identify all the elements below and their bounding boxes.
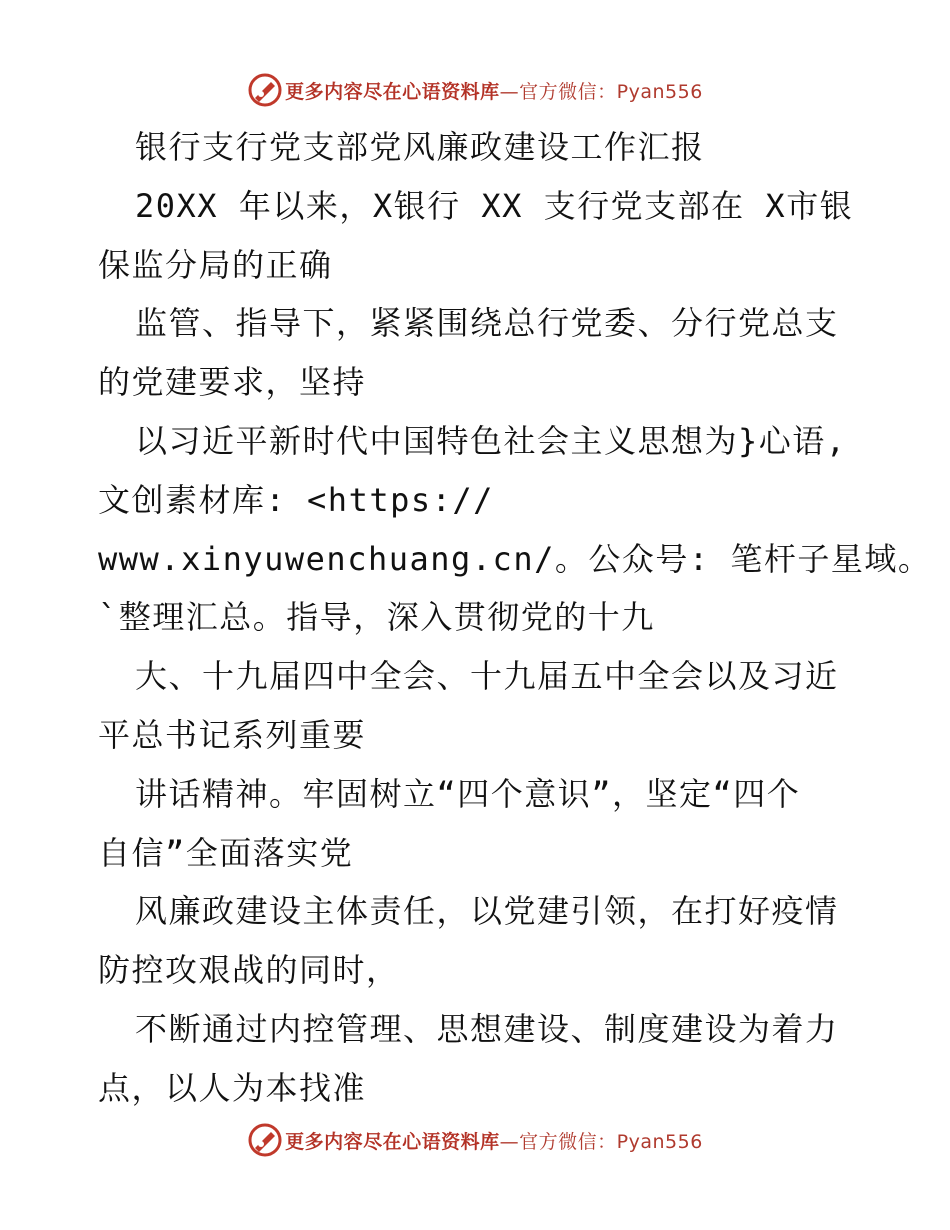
paragraph-line: 大、十九届四中全会、十九届五中全会以及习近 <box>135 657 839 696</box>
paragraph-line: 防控攻艰战的同时， <box>98 951 400 990</box>
banner-separator: — <box>499 80 520 103</box>
paragraph-line: 的党建要求，坚持 <box>98 363 367 402</box>
footer-watermark-banner <box>0 1120 950 1160</box>
document-title: 银行支行党支部党风廉政建设工作汇报 <box>135 128 705 166</box>
paragraph-line: 文创素材库: <https:// <box>98 480 494 519</box>
banner-main-text: 更多内容尽在心语资料库 <box>285 1130 500 1153</box>
banner-separator: — <box>499 1130 520 1153</box>
banner-wechat-text: 官方微信：Pyan556 <box>519 80 703 103</box>
paragraph-line: `整理汇总。指导，深入贯彻党的十九 <box>98 598 655 637</box>
banner-text <box>285 77 703 104</box>
banner-main-text: 更多内容尽在心语资料库 <box>285 80 500 103</box>
paragraph-line: 风廉政建设主体责任，以党建引领，在打好疫情 <box>135 892 839 931</box>
paragraph-line: 以习近平新时代中国特色社会主义思想为}心语, <box>135 421 847 460</box>
header-watermark-banner <box>0 70 950 110</box>
paragraph-line: 点，以人为本找准 <box>98 1068 367 1107</box>
paragraph-line: www.xinyuwenchuang.cn/。公众号: 笔杆子星域。 <box>98 539 932 578</box>
document-body <box>98 118 932 1118</box>
paragraph-line: 不断通过内控管理、思想建设、制度建设为着力 <box>135 1009 839 1048</box>
banner-text <box>285 1127 703 1154</box>
banner-wechat-text: 官方微信：Pyan556 <box>519 1130 703 1153</box>
pen-logo-icon <box>247 72 283 108</box>
paragraph-line: 20XX 年以来，X银行 XX 支行党支部在 X市银 <box>135 186 854 225</box>
paragraph-line: 保监分局的正确 <box>98 245 333 284</box>
paragraph-line: 自信”全面落实党 <box>98 833 354 872</box>
paragraph-line: 平总书记系列重要 <box>98 715 367 754</box>
pen-logo-icon <box>247 1122 283 1158</box>
paragraph-line: 讲话精神。牢固树立“四个意识”，坚定“四个 <box>135 774 801 813</box>
paragraph-line: 监管、指导下，紧紧围绕总行党委、分行党总支 <box>135 304 839 343</box>
